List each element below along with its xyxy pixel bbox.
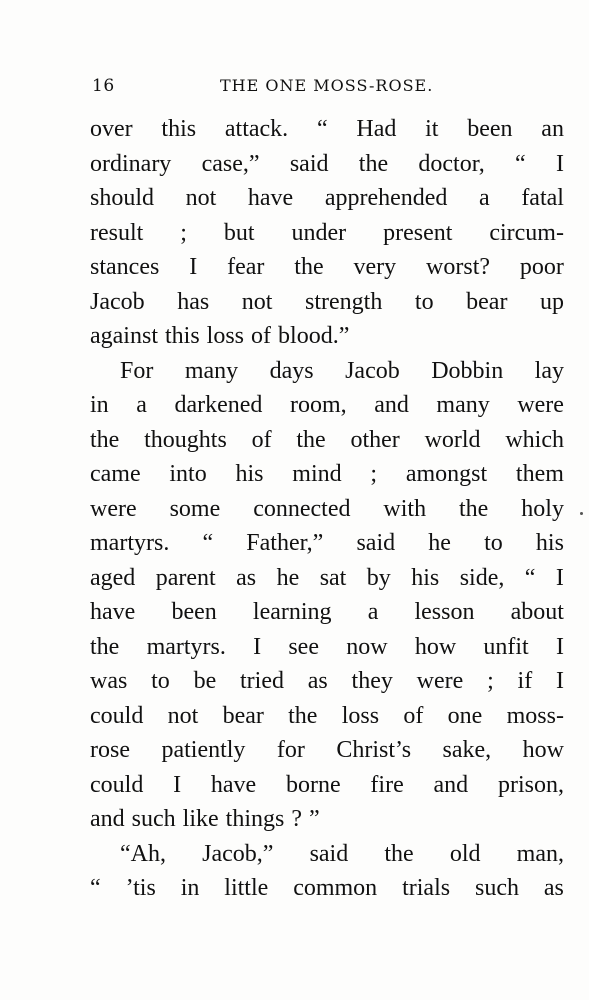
word: it bbox=[425, 116, 439, 142]
word: if bbox=[517, 668, 533, 694]
word: but bbox=[223, 219, 255, 246]
word: were bbox=[416, 668, 464, 694]
word: ; bbox=[487, 668, 494, 694]
running-title: THE ONE MOSS-ROSE. bbox=[220, 76, 434, 95]
word: could bbox=[90, 702, 144, 729]
word: ; bbox=[370, 461, 378, 487]
word: things bbox=[225, 806, 285, 832]
word: have bbox=[90, 599, 136, 625]
word: worst? bbox=[426, 254, 491, 280]
word: ? bbox=[291, 806, 302, 832]
word: mind bbox=[292, 461, 342, 487]
page-header bbox=[92, 76, 562, 102]
word: not bbox=[241, 288, 273, 315]
word: ” bbox=[309, 806, 320, 832]
word: not bbox=[185, 185, 217, 211]
word: lesson bbox=[414, 599, 475, 625]
text-line bbox=[90, 802, 564, 837]
text-line bbox=[90, 871, 564, 906]
word: aged bbox=[90, 564, 136, 591]
word: Father,” bbox=[246, 530, 324, 556]
word: to bbox=[414, 288, 434, 315]
word: said bbox=[356, 530, 396, 556]
word: Dobbin bbox=[431, 357, 504, 384]
word: the bbox=[384, 840, 414, 867]
word: against bbox=[90, 323, 158, 349]
word: “ bbox=[515, 150, 526, 177]
text-line bbox=[90, 492, 564, 527]
word: Christ’s bbox=[336, 737, 412, 763]
word: moss- bbox=[506, 702, 564, 729]
text-line bbox=[90, 423, 564, 458]
word: I bbox=[555, 564, 564, 591]
word: fire bbox=[370, 771, 404, 798]
word: said bbox=[289, 150, 329, 177]
word: loss bbox=[341, 702, 380, 729]
word: I bbox=[555, 150, 564, 177]
word: could bbox=[90, 771, 144, 798]
word: loss bbox=[206, 323, 245, 349]
word: I bbox=[555, 633, 564, 660]
word: room, bbox=[289, 392, 347, 418]
word: blood.” bbox=[278, 323, 350, 349]
text-line bbox=[90, 699, 564, 734]
word: I bbox=[189, 254, 198, 280]
word: parent bbox=[155, 564, 216, 591]
word: man, bbox=[516, 840, 564, 867]
word: the bbox=[358, 150, 389, 177]
word: “ bbox=[316, 116, 328, 142]
word: was bbox=[90, 668, 128, 694]
word: thoughts bbox=[144, 426, 227, 453]
word: “Ah, bbox=[120, 840, 166, 867]
word: such bbox=[131, 806, 176, 832]
word: very bbox=[353, 254, 397, 280]
word: about bbox=[510, 599, 564, 625]
word: see bbox=[288, 633, 319, 660]
word: with bbox=[383, 495, 427, 522]
word: learning bbox=[252, 599, 332, 625]
word: of bbox=[251, 323, 272, 349]
word: a bbox=[136, 392, 147, 418]
word: his bbox=[411, 564, 440, 591]
word: were bbox=[90, 495, 137, 522]
word: old bbox=[449, 840, 481, 867]
word: “ bbox=[524, 564, 536, 591]
word: not bbox=[167, 702, 199, 729]
word: ordinary bbox=[90, 150, 172, 177]
word: have bbox=[210, 771, 257, 798]
word: trials bbox=[402, 875, 451, 901]
word: many bbox=[436, 392, 490, 418]
word: fear bbox=[227, 254, 265, 280]
word: the bbox=[459, 495, 489, 522]
text-line bbox=[90, 388, 564, 423]
text-line bbox=[90, 112, 564, 147]
word: connected bbox=[253, 495, 351, 522]
word: an bbox=[541, 116, 564, 142]
word: a bbox=[367, 599, 379, 625]
word: in bbox=[90, 392, 109, 418]
word: patiently bbox=[161, 737, 246, 763]
word: and bbox=[374, 392, 409, 418]
word: sat bbox=[319, 564, 347, 591]
word: the bbox=[288, 702, 318, 729]
text-line bbox=[90, 526, 564, 561]
text-line bbox=[90, 595, 564, 630]
text-line bbox=[90, 147, 564, 182]
word: side, bbox=[459, 564, 505, 591]
word: borne bbox=[285, 771, 341, 798]
word: Jacob bbox=[90, 288, 145, 315]
word: a bbox=[479, 185, 490, 211]
word: the bbox=[294, 254, 324, 280]
word: darkened bbox=[174, 392, 263, 418]
word: ; bbox=[180, 219, 187, 246]
text-line bbox=[90, 354, 564, 389]
text-line bbox=[90, 664, 564, 699]
word: into bbox=[169, 461, 207, 487]
word: attack. bbox=[224, 116, 289, 142]
word: be bbox=[193, 668, 217, 694]
word: result bbox=[90, 219, 144, 246]
word: days bbox=[269, 357, 314, 384]
word: should bbox=[90, 185, 155, 211]
word: holy bbox=[521, 495, 564, 522]
word: now bbox=[346, 633, 388, 660]
word: amongst bbox=[405, 461, 488, 487]
word: martyrs. bbox=[146, 633, 226, 660]
word: Jacob,” bbox=[202, 840, 274, 867]
word: as bbox=[543, 875, 564, 901]
word: Had bbox=[356, 116, 397, 142]
word: unfit bbox=[483, 633, 529, 660]
word: some bbox=[169, 495, 221, 522]
word: poor bbox=[519, 254, 564, 280]
word: tried bbox=[240, 668, 284, 694]
word: many bbox=[184, 357, 239, 384]
word: ’tis bbox=[125, 875, 156, 901]
word: such bbox=[475, 875, 519, 901]
text-line bbox=[90, 250, 564, 285]
word: common bbox=[293, 875, 378, 901]
word: how bbox=[414, 633, 457, 660]
word: how bbox=[522, 737, 564, 763]
word: to bbox=[151, 668, 170, 694]
word: bear bbox=[222, 702, 264, 729]
word: he bbox=[276, 564, 300, 591]
word: For bbox=[120, 357, 154, 384]
word: have bbox=[247, 185, 294, 211]
word: up bbox=[540, 288, 564, 315]
word: circum- bbox=[489, 219, 564, 246]
word: fatal bbox=[521, 185, 564, 211]
word: present bbox=[383, 219, 453, 246]
word: this bbox=[164, 323, 200, 349]
word: them bbox=[515, 461, 564, 487]
word: strength bbox=[305, 288, 383, 315]
word: one bbox=[447, 702, 483, 729]
text-line bbox=[90, 319, 564, 354]
word: his bbox=[235, 461, 264, 487]
word: stances bbox=[90, 254, 160, 280]
word: this bbox=[161, 116, 197, 142]
word: which bbox=[505, 426, 564, 453]
word: his bbox=[535, 530, 564, 556]
word: sake, bbox=[442, 737, 492, 763]
word: were bbox=[517, 392, 564, 418]
word: I bbox=[173, 771, 182, 798]
word: for bbox=[276, 737, 305, 763]
word: been bbox=[467, 116, 513, 142]
text-line bbox=[90, 630, 564, 665]
word: prison, bbox=[497, 771, 564, 798]
body-text bbox=[90, 112, 564, 906]
word: came bbox=[90, 461, 141, 487]
word: apprehended bbox=[324, 185, 448, 211]
word: “ bbox=[90, 875, 101, 901]
word: the bbox=[296, 426, 326, 453]
word: “ bbox=[202, 530, 214, 556]
word: rose bbox=[90, 737, 130, 763]
text-line bbox=[90, 768, 564, 803]
word: been bbox=[171, 599, 217, 625]
word: the bbox=[90, 426, 120, 453]
word: and bbox=[90, 806, 125, 832]
word: of bbox=[403, 702, 424, 729]
word: of bbox=[251, 426, 272, 453]
word: Jacob bbox=[345, 357, 400, 384]
text-line bbox=[90, 457, 564, 492]
word: world bbox=[424, 426, 481, 453]
text-line bbox=[90, 837, 564, 872]
word: other bbox=[350, 426, 400, 453]
word: and bbox=[433, 771, 469, 798]
text-line bbox=[90, 561, 564, 596]
word: I bbox=[253, 633, 262, 660]
word: little bbox=[224, 875, 269, 901]
text-line bbox=[90, 733, 564, 768]
word: under bbox=[291, 219, 347, 246]
margin-speck bbox=[580, 512, 583, 515]
word: as bbox=[307, 668, 328, 694]
word: in bbox=[180, 875, 200, 901]
word: case,” bbox=[201, 150, 260, 177]
text-line bbox=[90, 285, 564, 320]
word: like bbox=[182, 806, 219, 832]
word: bear bbox=[466, 288, 508, 315]
page-number: 16 bbox=[92, 76, 115, 96]
text-line bbox=[90, 181, 564, 216]
word: as bbox=[236, 564, 257, 591]
word: by bbox=[366, 564, 391, 591]
word: the bbox=[90, 633, 120, 660]
word: said bbox=[309, 840, 349, 867]
word: he bbox=[428, 530, 451, 556]
word: over bbox=[90, 116, 133, 142]
word: martyrs. bbox=[90, 530, 170, 556]
word: doctor, bbox=[418, 150, 485, 177]
word: I bbox=[555, 668, 564, 694]
word: to bbox=[484, 530, 503, 556]
text-line bbox=[90, 216, 564, 251]
word: lay bbox=[534, 357, 564, 384]
word: they bbox=[351, 668, 393, 694]
word: has bbox=[177, 288, 210, 315]
